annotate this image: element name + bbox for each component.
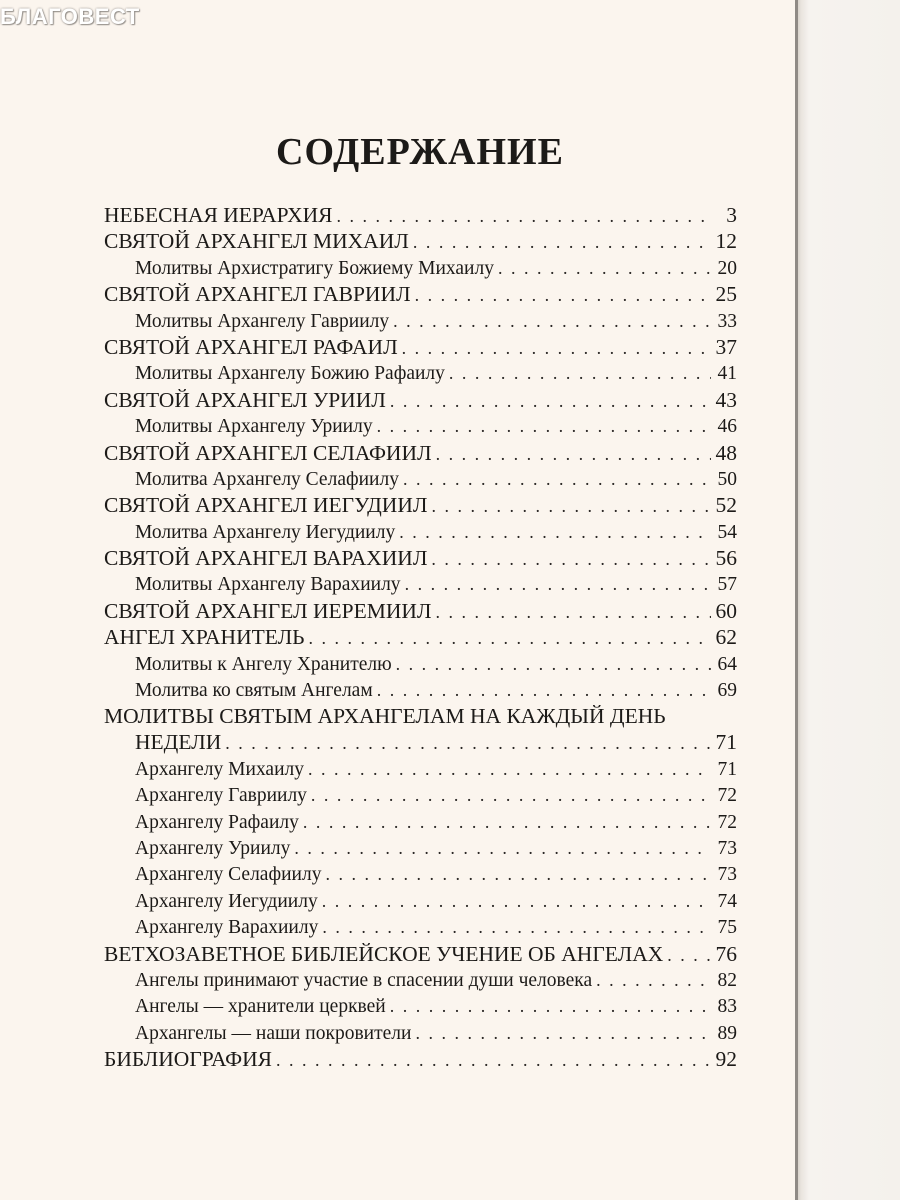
dot-leader: [336, 203, 711, 229]
toc-page-number: 3: [726, 203, 737, 227]
toc-page-number: 73: [717, 837, 737, 859]
page-edge-line: [795, 0, 798, 1200]
toc-page-number: 37: [715, 334, 737, 359]
toc-page-number: 60: [715, 598, 737, 623]
toc-page-number: 56: [715, 546, 737, 571]
toc-page-number: 76: [715, 941, 737, 966]
toc-entry: [104, 624, 737, 650]
toc-entry-title: Молитвы Архангелу Варахиилу: [135, 574, 401, 596]
toc-subentry: [104, 809, 737, 835]
toc-page-number: 12: [715, 229, 737, 254]
toc-page-number: 72: [717, 811, 737, 833]
toc-entry-title: СВЯТОЙ АРХАНГЕЛ ИЕРЕМИИЛ: [104, 598, 432, 623]
toc-entry-title: СВЯТОЙ АРХАНГЕЛ СЕЛАФИИЛ: [104, 440, 432, 465]
toc-subentry: [104, 756, 737, 782]
toc-page-number: 75: [717, 917, 737, 939]
toc-subentry: [104, 677, 737, 703]
toc-entry-title: Молитва Архангелу Селафиилу: [135, 468, 399, 490]
toc-entry-title: НЕДЕЛИ: [135, 730, 222, 755]
dot-leader: [405, 571, 711, 597]
toc-entry-title: НЕБЕСНАЯ ИЕРАРХИЯ: [104, 203, 333, 227]
dot-leader: [294, 835, 711, 861]
toc-page-number: 20: [717, 257, 737, 279]
toc-entry-title: Ангелы — хранители церквей: [135, 996, 386, 1018]
dot-leader: [498, 255, 711, 281]
toc-subentry: [104, 519, 737, 545]
dot-leader: [415, 1020, 711, 1046]
toc-entry-title: Архангелу Иегудиилу: [135, 890, 318, 912]
toc-entry-title: АНГЕЛ ХРАНИТЕЛЬ: [104, 625, 305, 650]
dot-leader: [403, 466, 711, 492]
toc-subentry: [104, 993, 737, 1019]
toc-page-number: 62: [715, 625, 737, 650]
toc-page-number: 92: [715, 1047, 737, 1072]
dot-leader: [322, 888, 711, 914]
toc-entry-title: СВЯТОЙ АРХАНГЕЛ МИХАИЛ: [104, 229, 409, 254]
toc-subentry: [104, 571, 737, 597]
toc-entry: [104, 440, 737, 466]
toc-entry: [104, 334, 737, 360]
dot-leader: [667, 942, 711, 968]
toc-page-number: 54: [717, 521, 737, 543]
dot-leader: [322, 914, 711, 940]
toc-page-number: 82: [717, 969, 737, 991]
toc-subentry: [104, 861, 737, 887]
toc-page-number: 46: [717, 416, 737, 438]
toc-entry-title: Архангелу Михаилу: [135, 758, 305, 780]
toc-entry-title: СВЯТОЙ АРХАНГЕЛ ВАРАХИИЛ: [104, 546, 428, 571]
toc-page-number: 52: [715, 493, 737, 518]
toc-page-number: 43: [715, 387, 737, 412]
contents-title: СОДЕРЖАНИЕ: [276, 131, 564, 173]
toc-entry-title: Молитвы Архангелу Уриилу: [135, 416, 373, 438]
toc-entry: [104, 492, 737, 518]
dot-leader: [436, 441, 711, 467]
toc-subentry: [104, 782, 737, 808]
dot-leader: [413, 229, 711, 255]
dot-leader: [390, 388, 711, 414]
toc-entry: [104, 1046, 737, 1072]
toc-entry-title: СВЯТОЙ АРХАНГЕЛ РАФАИЛ: [104, 334, 398, 359]
toc-entry-title: Молитвы Архангелу Божию Рафаилу: [135, 363, 445, 385]
dot-leader: [402, 335, 711, 361]
toc-subentry: [104, 466, 737, 492]
toc-entry: [104, 228, 737, 254]
toc-subentry: [104, 360, 737, 386]
dot-leader: [276, 1047, 711, 1073]
toc-entry-title: ВЕТХОЗАВЕТНОЕ БИБЛЕЙСКОЕ УЧЕНИЕ ОБ АНГЕЛАХ: [104, 941, 664, 966]
dot-leader: [225, 730, 711, 756]
dot-leader: [431, 546, 711, 572]
dot-leader: [431, 493, 711, 519]
dot-leader: [396, 651, 711, 677]
toc-subentry: [104, 413, 737, 439]
toc-entry: [104, 387, 737, 413]
dot-leader: [308, 756, 711, 782]
toc-subentry: [104, 308, 737, 334]
table-of-contents: [104, 202, 737, 1073]
dot-leader: [377, 677, 711, 703]
toc-entry-title: Молитвы Архангелу Гавриилу: [135, 310, 390, 332]
toc-page-number: 64: [717, 653, 737, 675]
toc-page-number: 89: [717, 1022, 737, 1044]
toc-entry-title: Архангелу Селафиилу: [135, 864, 322, 886]
toc-page-number: 48: [715, 440, 737, 465]
toc-entry: [104, 202, 737, 228]
dot-leader: [390, 993, 711, 1019]
toc-entry: [104, 545, 737, 571]
toc-subentry: [104, 835, 737, 861]
toc-subentry: [104, 1020, 737, 1046]
toc-entry-title: МОЛИТВЫ СВЯТЫМ АРХАНГЕЛАМ НА КАЖДЫЙ ДЕНЬ: [104, 704, 666, 729]
dot-leader: [449, 360, 711, 386]
toc-entry-title: Архангелу Рафаилу: [135, 811, 299, 833]
dot-leader: [377, 413, 711, 439]
toc-page-number: 41: [717, 363, 737, 385]
dot-leader: [415, 282, 711, 308]
toc-page-number: 74: [717, 890, 737, 912]
toc-entry-title: СВЯТОЙ АРХАНГЕЛ ГАВРИИЛ: [104, 282, 411, 307]
toc-subentry: [104, 255, 737, 281]
toc-subentry: [104, 888, 737, 914]
page-edge: [795, 0, 900, 1200]
toc-page-number: 33: [717, 310, 737, 332]
toc-page-number: 73: [717, 864, 737, 886]
dot-leader: [399, 519, 711, 545]
toc-entry-title: СВЯТОЙ АРХАНГЕЛ ИЕГУДИИЛ: [104, 493, 428, 518]
toc-entry-multiline: [104, 703, 737, 729]
toc-entry-title: Молитвы к Ангелу Хранителю: [135, 653, 392, 675]
dot-leader: [596, 967, 711, 993]
toc-subentry: [104, 651, 737, 677]
toc-entry-title: БИБЛИОГРАФИЯ: [104, 1047, 272, 1072]
toc-page-number: 25: [715, 282, 737, 307]
toc-page-number: 72: [717, 785, 737, 807]
toc-entry-continuation: [104, 729, 737, 755]
toc-entry-title: Архангелу Варахиилу: [135, 917, 319, 939]
toc-page-number: 71: [717, 758, 737, 780]
toc-page-number: 71: [715, 730, 737, 755]
toc-entry-title: Ангелы принимают участие в спасении души человека: [135, 969, 593, 991]
toc-entry-title: СВЯТОЙ АРХАНГЕЛ УРИИЛ: [104, 387, 386, 412]
toc-entry-title: Архангелу Уриилу: [135, 837, 291, 859]
dot-leader: [303, 809, 711, 835]
toc-subentry: [104, 967, 737, 993]
toc-page-number: 69: [717, 680, 737, 702]
toc-page-number: 83: [717, 996, 737, 1018]
toc-entry-title: Молитва ко святым Ангелам: [135, 680, 373, 702]
watermark-logo: БЛАГОВЕСТ: [0, 4, 140, 29]
toc-page-number: 50: [717, 468, 737, 490]
toc-entry-title: Архангелу Гавриилу: [135, 785, 307, 807]
toc-entry: [104, 941, 737, 967]
toc-entry-title: Молитва Архангелу Иегудиилу: [135, 521, 396, 543]
toc-entry-title: Молитвы Архистратигу Божиему Михаилу: [135, 257, 494, 279]
toc-entry: [104, 281, 737, 307]
toc-entry-title: Архангелы — наши покровители: [135, 1022, 412, 1044]
toc-entry: [104, 598, 737, 624]
dot-leader: [309, 625, 711, 651]
toc-page-number: 57: [717, 574, 737, 596]
toc-subentry: [104, 914, 737, 940]
dot-leader: [325, 861, 711, 887]
dot-leader: [393, 308, 711, 334]
dot-leader: [311, 782, 711, 808]
dot-leader: [436, 599, 711, 625]
